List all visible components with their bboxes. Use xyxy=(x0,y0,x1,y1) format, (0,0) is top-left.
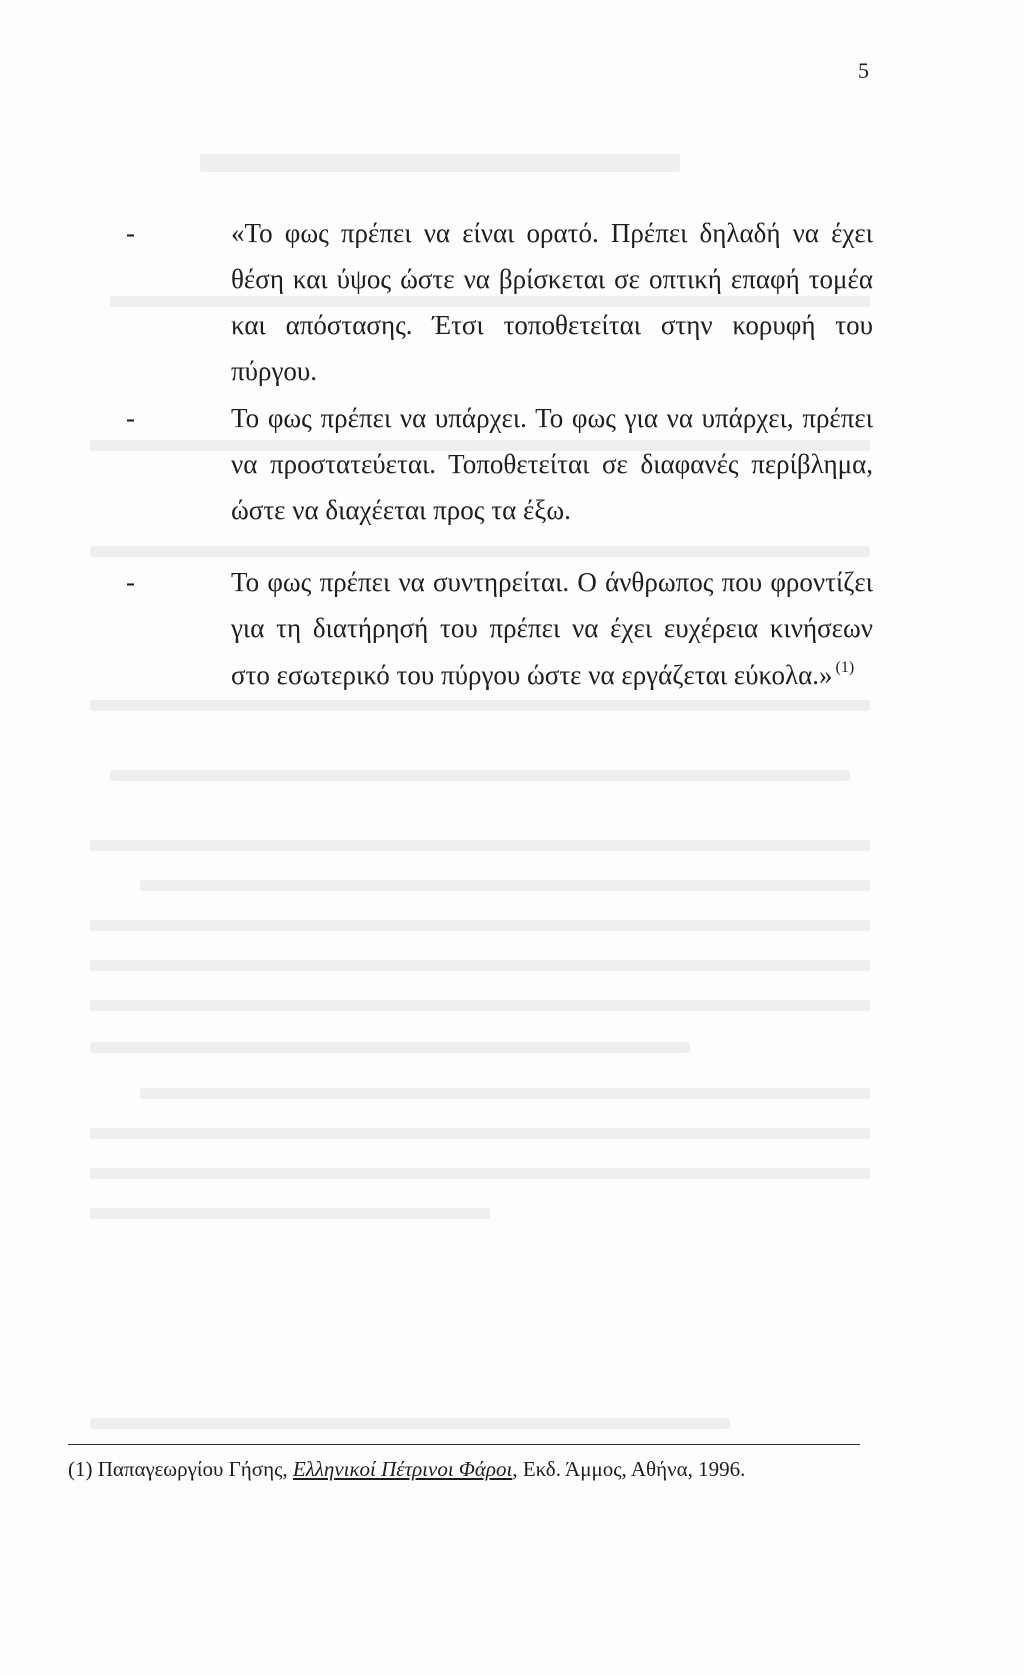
bleed-through-mark xyxy=(90,1208,490,1219)
quote-line-text: στο εσωτερικό του πύργου ώστε να εργάζεται εύκολα.» xyxy=(231,660,833,690)
bleed-through-mark xyxy=(140,1088,870,1099)
quote-line: ώστε να διαχέεται προς τα έξω. xyxy=(231,495,571,525)
footnote-separator xyxy=(68,1444,860,1445)
bleed-through-mark xyxy=(90,920,870,931)
bleed-through-mark xyxy=(90,1418,730,1429)
footnote-author: Παπαγεωργίου Γήσης, xyxy=(97,1457,288,1481)
quote-line: και απόστασης. Έτσι τοποθετείται στην κορυφή του xyxy=(231,310,873,340)
bleed-through-mark xyxy=(90,840,870,851)
footnote-marker: (1) xyxy=(68,1457,93,1481)
quote-line: θέση και ύψος ώστε να βρίσκεται σε οπτική επαφή τομέα xyxy=(231,264,873,294)
quote-line: για τη διατήρησή του πρέπει να έχει ευχέρεια κινήσεων xyxy=(231,613,873,643)
bleed-through-mark xyxy=(90,1042,690,1053)
quote-line: Το φως πρέπει να συντηρείται. Ο άνθρωπος που φροντίζει xyxy=(231,567,873,597)
bleed-through-mark xyxy=(90,1168,870,1179)
quote-line: Το φως πρέπει να υπάρχει. Το φως για να υπάρχει, πρέπει xyxy=(231,403,873,433)
bleed-through-mark xyxy=(90,960,870,971)
quote-line: πύργου. xyxy=(231,356,318,386)
bleed-through-mark xyxy=(110,296,870,307)
quote-line: «Το φως πρέπει να είναι ορατό. Πρέπει δηλαδή να έχει xyxy=(231,218,873,248)
footnote-publisher: , Εκδ. Άμμος, Αθήνα, 1996. xyxy=(512,1457,746,1481)
footnote-title: Ελληνικοί Πέτρινοι Φάροι xyxy=(292,1457,513,1481)
bleed-through-mark xyxy=(90,1128,870,1139)
bleed-through-mark xyxy=(90,700,870,711)
bleed-through-mark xyxy=(90,546,870,557)
footnote xyxy=(68,1457,745,1482)
quote-line-last xyxy=(231,659,854,691)
footnote-reference: (1) xyxy=(835,659,855,676)
bleed-through-mark xyxy=(90,1000,870,1011)
bleed-through-mark xyxy=(200,154,680,172)
bleed-through-mark xyxy=(140,880,870,891)
bullet-dash: - xyxy=(126,567,135,597)
bleed-through-mark xyxy=(110,770,850,781)
bullet-dash: - xyxy=(126,218,135,248)
bullet-dash: - xyxy=(126,403,135,433)
page-number: 5 xyxy=(858,58,869,83)
quote-line: να προστατεύεται. Τοποθετείται σε διαφανές περίβλημα, xyxy=(231,449,873,479)
